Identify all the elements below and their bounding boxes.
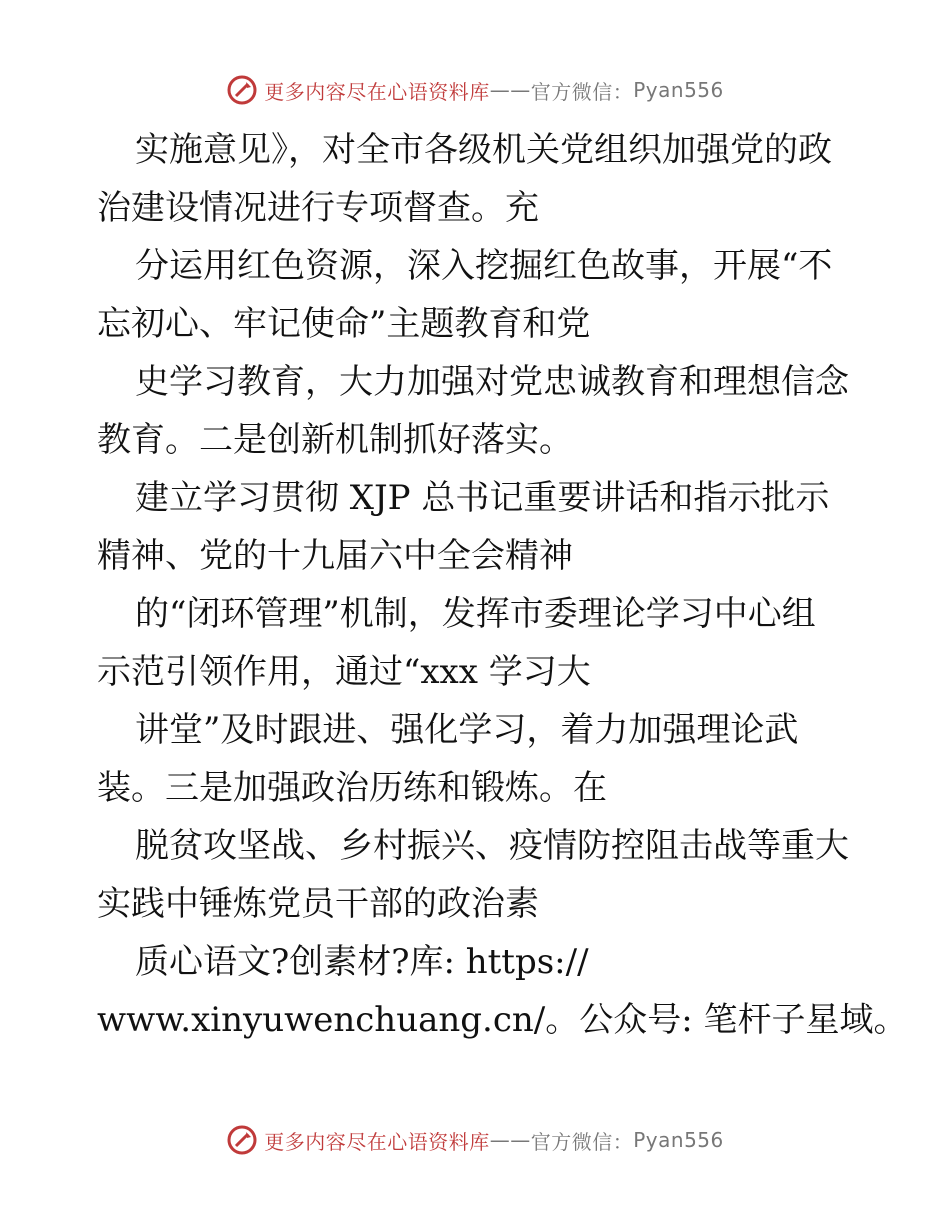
document-body (97, 121, 908, 1049)
banner-separator: —— (489, 78, 531, 102)
text-line: 实施意见》，对全市各级机关党组织加强党的政 (135, 130, 832, 170)
text-line: 脱贫攻坚战、乡村振兴、疫情防控阻击战等重大 (135, 826, 849, 866)
text-line: 装。三是加强政治历练和锻炼。在 (97, 768, 607, 808)
text-line: 实践中锤炼党员干部的政治素 (97, 884, 539, 924)
banner-text-red: 更多内容尽在心语资料库 (264, 79, 490, 104)
text-line: 治建设情况进行专项督查。充 (97, 188, 539, 228)
text-line: 示范引领作用，通过“xxx 学习大 (97, 652, 591, 692)
text-line: 忘初心、牢记使命”主题教育和党 (97, 304, 591, 344)
brand-logo-icon (226, 1124, 258, 1156)
text-line: 史学习教育，大力加强对党忠诚教育和理想信念 (135, 362, 849, 402)
text-line: 建立学习贯彻 XJP 总书记重要讲话和指示批示 (135, 478, 830, 518)
banner-wechat-id: Pyan556 (633, 78, 724, 102)
banner-wechat-id: Pyan556 (633, 1128, 724, 1152)
text-line: 精神、党的十九届六中全会精神 (97, 536, 573, 576)
header-watermark-banner (0, 70, 950, 110)
text-line: 分运用红色资源，深入挖掘红色故事，开展“不 (135, 246, 833, 286)
text-line: 教育。二是创新机制抓好落实。 (97, 420, 573, 460)
banner-wechat-label: 官方微信： (530, 79, 634, 104)
banner-separator: —— (489, 1128, 531, 1152)
footer-watermark-banner (0, 1120, 950, 1160)
banner-wechat-label: 官方微信： (530, 1129, 634, 1154)
text-line: 的“闭环管理”机制，发挥市委理论学习中心组 (135, 594, 816, 634)
text-line: 质心语文?创素材?库: https:// (135, 942, 589, 982)
text-line: www.xinyuwenchuang.cn/。公众号: 笔杆子星域。 (97, 1000, 908, 1040)
banner-text-red: 更多内容尽在心语资料库 (264, 1129, 490, 1154)
text-line: 讲堂”及时跟进、强化学习，着力加强理论武 (135, 710, 799, 750)
brand-logo-icon (226, 74, 258, 106)
